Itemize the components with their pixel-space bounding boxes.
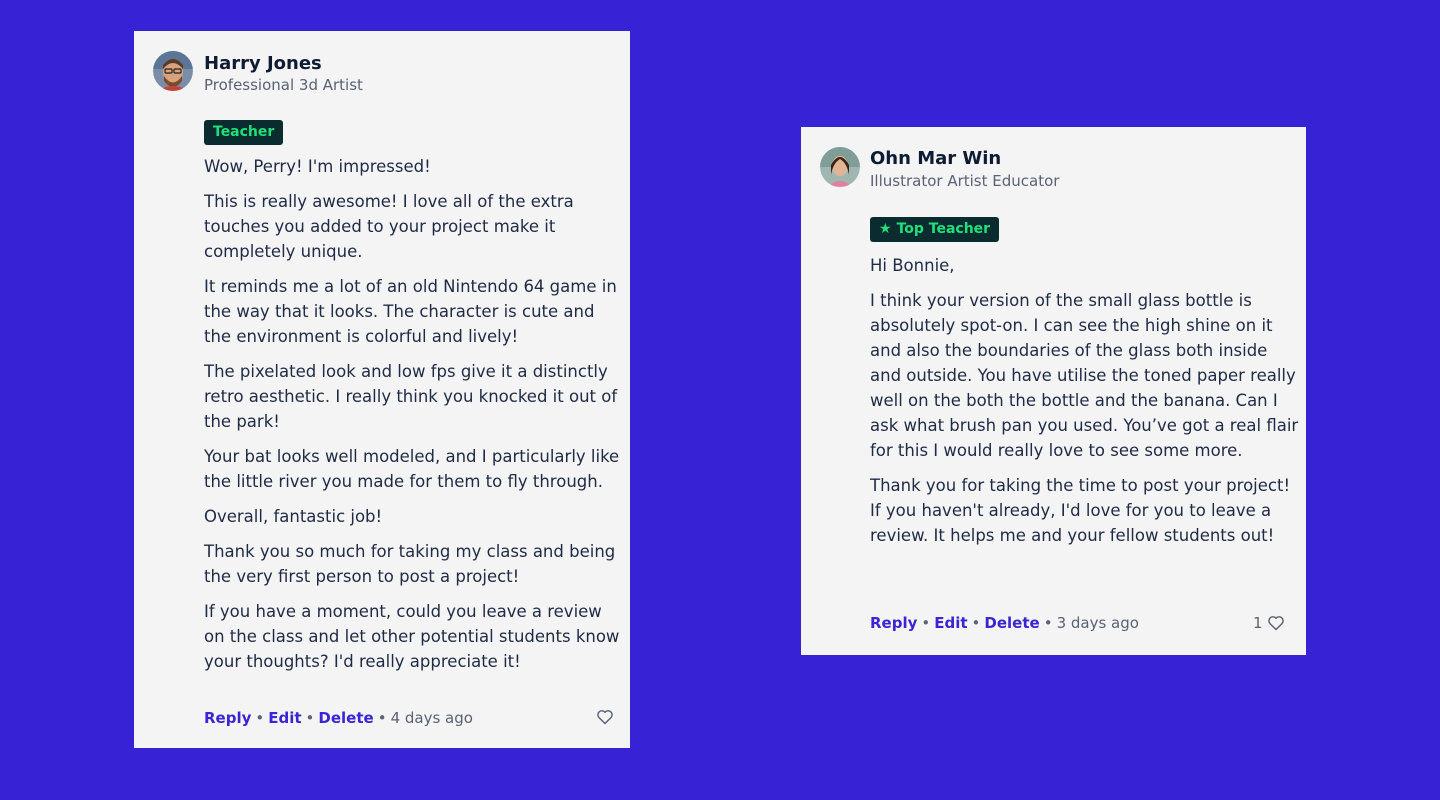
comment-paragraph: Your bat looks well modeled, and I particularly like the little river you made for them to fly through. bbox=[204, 447, 620, 491]
like-control[interactable] bbox=[1253, 614, 1285, 632]
comment-paragraph: Overall, fantastic job! bbox=[204, 507, 383, 526]
timestamp: 4 days ago bbox=[390, 709, 473, 727]
comment-paragraph: It reminds me a lot of an old Nintendo 64 game in the way that it looks. The character is cute and the environment is colorful and lively! bbox=[204, 277, 617, 346]
reply-link[interactable]: Reply bbox=[870, 614, 918, 632]
reply-link[interactable]: Reply bbox=[204, 709, 252, 727]
author-title: Professional 3d Artist bbox=[204, 76, 363, 94]
heart-outline-icon[interactable] bbox=[596, 709, 614, 725]
avatar[interactable] bbox=[820, 147, 860, 187]
author-name[interactable]: Harry Jones bbox=[204, 53, 322, 74]
separator: • bbox=[971, 614, 981, 632]
star-icon: ★ bbox=[879, 221, 892, 237]
edit-link[interactable]: Edit bbox=[934, 614, 968, 632]
comment-paragraph: I think your version of the small glass bottle is absolutely spot-on. I can see the high shine on it and also the boundaries of the glass both inside and outside. You have utilise the toned paper really well on the both the bottle and the banana. Can I ask what brush pan you used. You’ve got a real flair for this I would really love to see some more. bbox=[870, 291, 1299, 460]
comment-body bbox=[204, 154, 624, 684]
badge-label: Teacher bbox=[213, 124, 275, 140]
like-count: 1 bbox=[1253, 614, 1263, 632]
author-name[interactable]: Ohn Mar Win bbox=[870, 148, 1002, 169]
heart-outline-icon[interactable] bbox=[1267, 615, 1285, 631]
author-title: Illustrator Artist Educator bbox=[870, 172, 1060, 190]
timestamp: 3 days ago bbox=[1056, 614, 1139, 632]
separator: • bbox=[1043, 614, 1053, 632]
separator: • bbox=[377, 709, 387, 727]
like-control[interactable] bbox=[592, 709, 614, 725]
separator: • bbox=[255, 709, 265, 727]
comment-actions bbox=[870, 614, 1139, 632]
avatar[interactable] bbox=[153, 51, 193, 91]
separator: • bbox=[921, 614, 931, 632]
badge-label: Top Teacher bbox=[896, 221, 991, 237]
comment-body bbox=[870, 253, 1300, 558]
comment-paragraph: Hi Bonnie, bbox=[870, 256, 955, 275]
comment-actions bbox=[204, 709, 473, 727]
edit-link[interactable]: Edit bbox=[268, 709, 302, 727]
delete-link[interactable]: Delete bbox=[984, 614, 1040, 632]
comment-paragraph: The pixelated look and low fps give it a distinctly retro aesthetic. I really think you knocked it out of the park! bbox=[204, 362, 618, 431]
comment-paragraph: This is really awesome! I love all of the extra touches you added to your project make it completely unique. bbox=[204, 192, 574, 261]
comment-paragraph: Thank you for taking the time to post your project! If you haven't already, I'd love for you to leave a review. It helps me and your fellow students out! bbox=[870, 476, 1291, 545]
delete-link[interactable]: Delete bbox=[318, 709, 374, 727]
comment-card-harry-jones bbox=[134, 31, 630, 748]
separator: • bbox=[305, 709, 315, 727]
comment-paragraph: If you have a moment, could you leave a review on the class and let other potential students know your thoughts? I'd really appreciate it! bbox=[204, 602, 620, 671]
top-teacher-badge bbox=[870, 217, 999, 242]
comment-paragraph: Thank you so much for taking my class and being the very first person to post a project! bbox=[204, 542, 616, 586]
comment-paragraph: Wow, Perry! I'm impressed! bbox=[204, 157, 431, 176]
teacher-badge bbox=[204, 120, 283, 145]
comment-card-ohn-mar-win bbox=[801, 127, 1306, 655]
